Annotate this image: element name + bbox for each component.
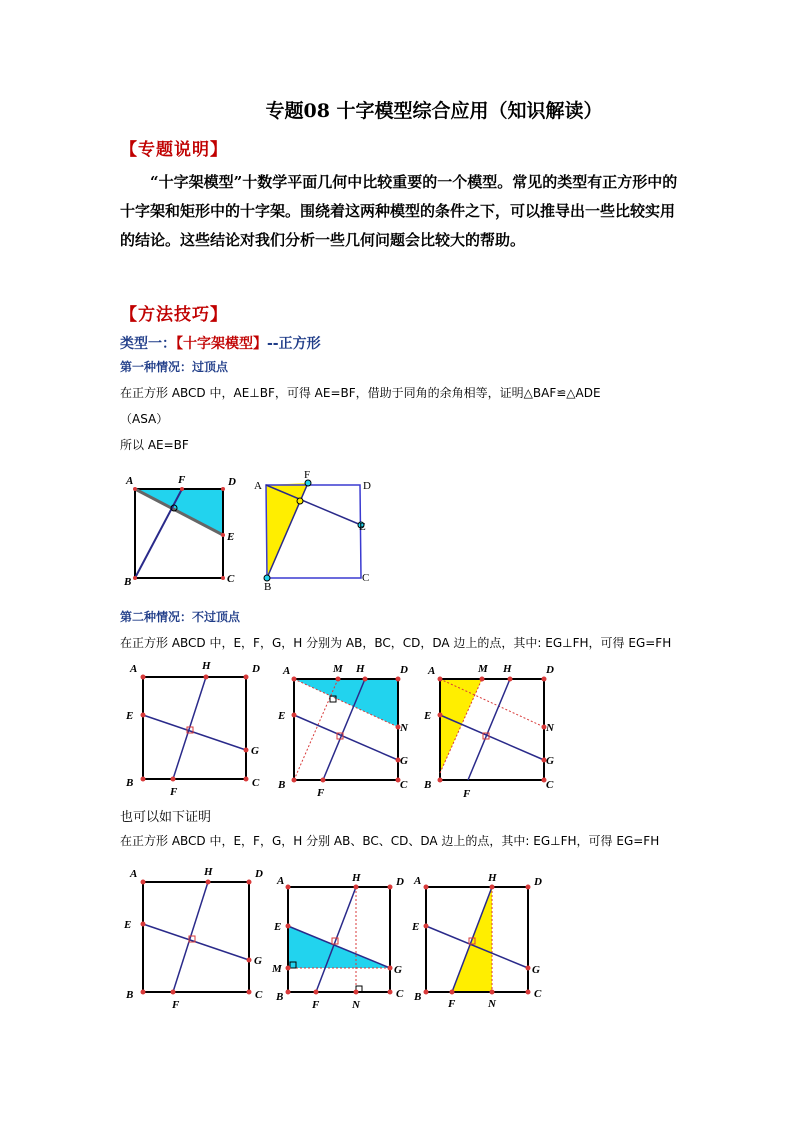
- label-a: A: [277, 875, 285, 887]
- figure-3b: [271, 872, 404, 1010]
- label-c: C: [534, 988, 542, 1000]
- label-g: G: [532, 964, 540, 976]
- label-d: D: [228, 476, 236, 488]
- label-g: G: [400, 755, 408, 767]
- figure-row-one: [118, 470, 388, 590]
- label-c: C: [400, 779, 408, 791]
- type-one-heading: [120, 333, 321, 353]
- label-b: B: [424, 779, 432, 791]
- label-c: C: [227, 573, 235, 585]
- label-a: A: [414, 875, 422, 887]
- figure-2a: [125, 660, 260, 798]
- label-f: F: [172, 999, 180, 1010]
- label-d: D: [546, 664, 554, 676]
- label-f: F: [304, 470, 311, 481]
- label-f: F: [463, 788, 471, 800]
- label-n: N: [546, 722, 554, 734]
- label-d: D: [400, 664, 408, 676]
- label-d: D: [255, 868, 263, 880]
- label-e: E: [124, 919, 132, 931]
- case-two-text: 在正方形 ABCD 中，E，F，G，H 分别为 AB，BC，CD，DA 边上的点，其中: EG⊥FH，可得 EG=FH: [120, 636, 672, 650]
- label-f: F: [312, 999, 320, 1010]
- type-one-suffix: --正方形: [267, 336, 321, 352]
- label-c: C: [255, 989, 263, 1001]
- label-m: M: [333, 663, 343, 675]
- label-b: B: [264, 581, 272, 590]
- label-c: C: [252, 777, 260, 789]
- label-a: A: [428, 665, 436, 677]
- figure-1a: [123, 474, 236, 588]
- label-d: D: [396, 876, 404, 888]
- type-one-prefix: 类型一：: [120, 336, 176, 352]
- label-a: A: [130, 868, 138, 880]
- label-c: C: [362, 572, 370, 584]
- label-g: G: [546, 755, 554, 767]
- label-m: M: [272, 963, 282, 975]
- label-b: B: [278, 779, 286, 791]
- label-f: F: [170, 786, 178, 798]
- label-d: D: [252, 663, 260, 675]
- label-e: E: [126, 710, 134, 722]
- label-b: B: [414, 991, 422, 1003]
- label-e: E: [359, 521, 366, 533]
- case-three-text: 在正方形 ABCD 中，E，F，G，H 分别 AB、BC、CD、DA 边上的点，其中: EG⊥FH，可得 EG=FH: [120, 834, 660, 848]
- case-one-text: 在正方形 ABCD 中，AE⊥BF，可得 AE=BF，借助于同角的余角相等，证明△BAF≌△ADE: [120, 386, 601, 400]
- label-n: N: [400, 722, 408, 734]
- label-a: A: [283, 665, 291, 677]
- label-n: N: [352, 999, 360, 1010]
- intro-paragraph: “十字架模型”十数学平面几何中比较重要的一个模型。常见的类型有正方形中的十字架和矩形中的十字架。围绕着这两种模型的条件之下，可以推导出一些比较实用的结论。这些结论对我们分析一些几何问题会比较大的帮助。: [120, 173, 678, 249]
- label-m: M: [478, 663, 488, 675]
- label-b: B: [276, 991, 284, 1003]
- label-e: E: [424, 710, 432, 722]
- label-e: E: [227, 531, 235, 543]
- label-h: H: [503, 663, 512, 675]
- label-g: G: [394, 964, 402, 976]
- label-g: G: [254, 955, 262, 967]
- label-f: F: [448, 998, 456, 1010]
- case-one-text-asa: （ASA）: [120, 412, 169, 426]
- label-b: B: [124, 576, 132, 588]
- case-one-heading: 第一种情况：过顶点: [120, 360, 229, 374]
- figure-1b: [254, 470, 371, 590]
- type-one-bracket: 【十字架模型】: [176, 336, 267, 352]
- section-heading-methods: 【方法技巧】: [120, 305, 228, 325]
- label-a: A: [126, 475, 134, 487]
- label-a: A: [254, 480, 262, 492]
- label-h: H: [202, 660, 211, 672]
- figure-row-three: [118, 860, 568, 1010]
- label-f: F: [178, 474, 186, 486]
- label-e: E: [278, 710, 286, 722]
- figure-2b: [277, 663, 409, 799]
- label-c: C: [546, 779, 554, 791]
- figure-2c: [423, 663, 555, 800]
- case-two-heading: 第二种情况：不过顶点: [120, 610, 241, 624]
- label-b: B: [126, 989, 134, 1001]
- label-h: H: [356, 663, 365, 675]
- label-e: E: [412, 921, 420, 933]
- case-three-heading: 也可以如下证明: [120, 810, 212, 825]
- label-d: D: [363, 480, 371, 492]
- label-h: H: [488, 872, 497, 884]
- label-b: B: [126, 777, 134, 789]
- label-g: G: [251, 745, 259, 757]
- label-e: E: [274, 921, 282, 933]
- label-h: H: [204, 866, 213, 878]
- section-heading-description: 【专题说明】: [120, 140, 228, 160]
- page-title: 专题08 十字模型综合应用（知识解读）: [265, 100, 603, 122]
- label-d: D: [534, 876, 542, 888]
- label-n: N: [488, 998, 496, 1010]
- figure-3a: [123, 866, 263, 1010]
- label-f: F: [317, 787, 325, 799]
- figure-row-two: [118, 655, 568, 800]
- label-h: H: [352, 872, 361, 884]
- label-c: C: [396, 988, 404, 1000]
- case-one-conclusion: 所以 AE=BF: [120, 438, 189, 452]
- figure-3c: [411, 872, 542, 1010]
- label-a: A: [130, 663, 138, 675]
